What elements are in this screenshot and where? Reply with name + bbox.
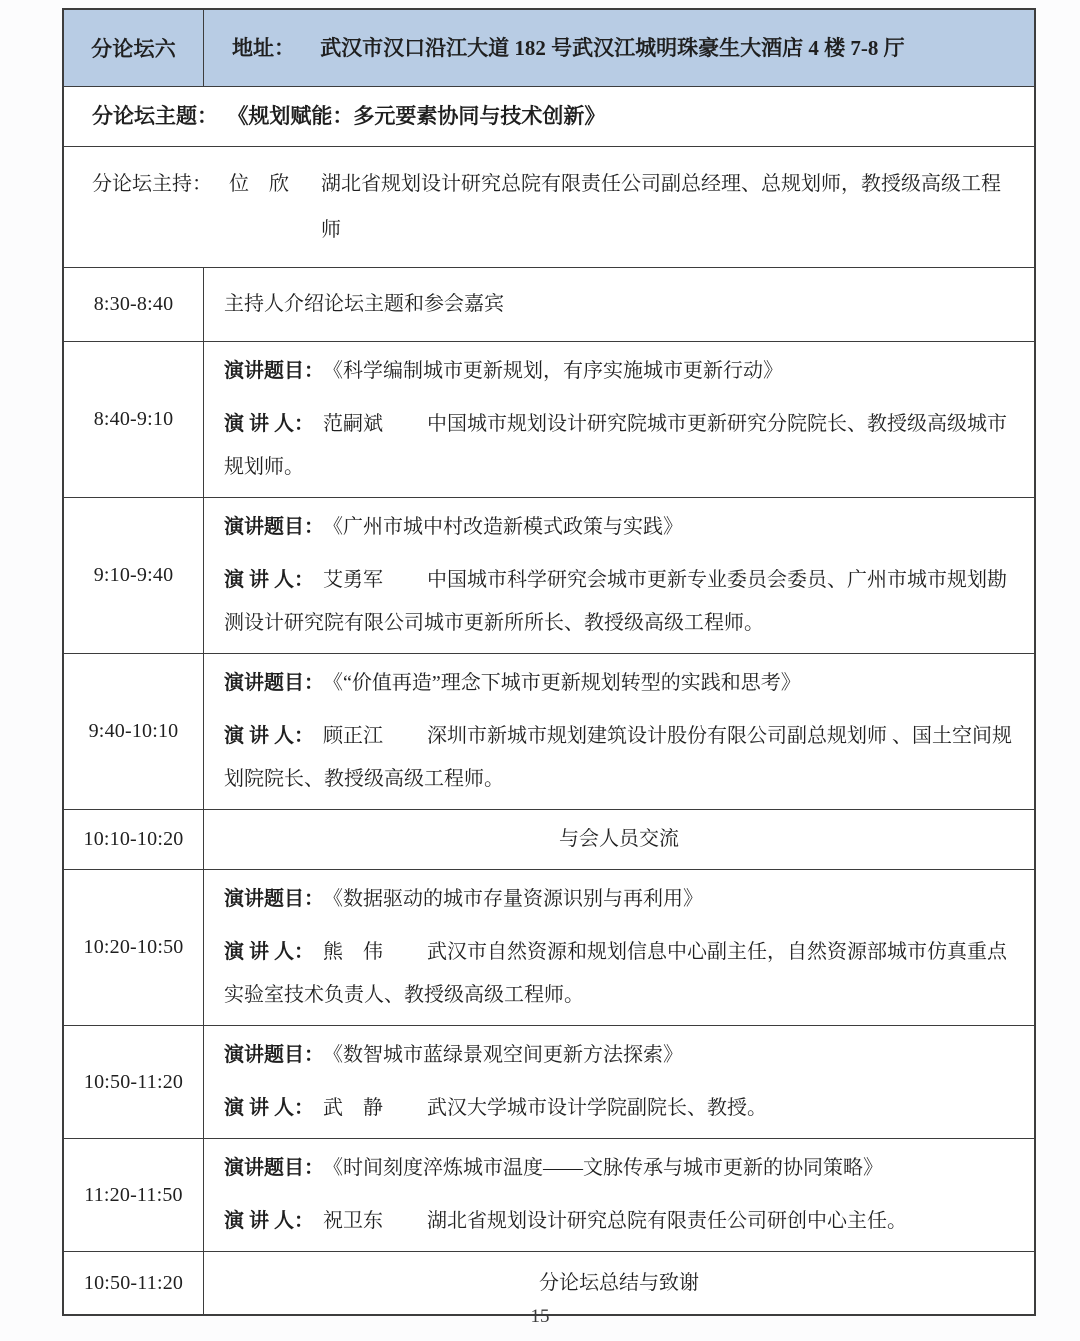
talk-title-label: 演讲题目： (224, 360, 324, 382)
theme-cell (64, 87, 1034, 146)
session-text: 与会人员交流 (559, 828, 679, 850)
speaker-line (224, 559, 1022, 645)
time-cell: 10:50-11:20 (64, 1026, 204, 1138)
speaker-line (224, 715, 1022, 801)
speaker-label: 演 讲 人： (224, 413, 314, 435)
talk-title-label: 演讲题目： (224, 1044, 324, 1066)
speaker-affiliation: 武汉市自然资源和规划信息中心副主任，自然资源部城市仿真重点实验室技术负责人、教授级高级工程师。 (224, 941, 1007, 1006)
talk-title-label: 演讲题目： (224, 516, 324, 538)
talk-title-line (224, 350, 1022, 393)
theme-row (64, 86, 1034, 146)
speaker-label: 演 讲 人： (224, 941, 314, 963)
page-number: 15 (530, 1306, 550, 1327)
talk-title-line (224, 1147, 1022, 1190)
talk-title: 《数据驱动的城市存量资源识别与再利用》 (333, 888, 703, 910)
talk-title-line (224, 878, 1022, 921)
speaker-line (224, 1087, 1022, 1130)
talk-title-line (224, 506, 1022, 549)
speaker-name: 艾勇军 (323, 569, 383, 591)
speaker-name: 熊 伟 (323, 941, 383, 963)
time-cell: 10:50-11:20 (64, 1252, 204, 1314)
schedule-row (64, 1251, 1034, 1314)
session-text: 主持人介绍论坛主题和参会嘉宾 (224, 293, 504, 315)
talk-title-label: 演讲题目： (224, 1157, 324, 1179)
speaker-label: 演 讲 人： (224, 1210, 314, 1232)
speaker-line (224, 403, 1022, 489)
speaker-affiliation: 中国城市规划设计研究院城市更新研究分院院长、教授级高级城市规划师。 (224, 413, 1007, 478)
session-content-cell (204, 342, 1034, 497)
time-cell: 8:40-9:10 (64, 342, 204, 497)
talk-title: 《数智城市蓝绿景观空间更新方法探索》 (333, 1044, 683, 1066)
address-cell (204, 10, 1034, 86)
speaker-name: 范嗣斌 (323, 413, 383, 435)
session-content-cell (204, 1252, 1034, 1314)
speaker-label: 演 讲 人： (224, 1097, 314, 1119)
time-cell: 9:10-9:40 (64, 498, 204, 653)
host-label: 分论坛主持： (92, 173, 212, 195)
address-label: 地址： (232, 35, 295, 60)
schedule-row (64, 809, 1034, 869)
time-cell: 8:30-8:40 (64, 268, 204, 341)
talk-title-label: 演讲题目： (224, 672, 324, 694)
time-cell: 11:20-11:50 (64, 1139, 204, 1251)
speaker-name: 武 静 (323, 1097, 383, 1119)
speaker-label: 演 讲 人： (224, 569, 314, 591)
schedule-row (64, 497, 1034, 653)
talk-title-line (224, 662, 1022, 705)
speaker-label: 演 讲 人： (224, 725, 314, 747)
session-content-cell (204, 1139, 1034, 1251)
session-content-cell (204, 810, 1034, 869)
session-content-cell (204, 654, 1034, 809)
speaker-affiliation: 湖北省规划设计研究总院有限责任公司研创中心主任。 (427, 1210, 907, 1232)
session-content-cell (204, 1026, 1034, 1138)
session-text: 分论坛总结与致谢 (539, 1271, 699, 1294)
time-cell: 9:40-10:10 (64, 654, 204, 809)
forum-number-cell: 分论坛六 (64, 10, 204, 86)
schedule-row (64, 341, 1034, 497)
speaker-name: 祝卫东 (323, 1210, 383, 1232)
forum-agenda-table (62, 8, 1036, 1316)
time-cell: 10:10-10:20 (64, 810, 204, 869)
speaker-line (224, 1200, 1022, 1243)
speaker-affiliation: 深圳市新城市规划建筑设计股份有限公司副总规划师 、国土空间规划院院长、教授级高级工程师。 (224, 725, 1012, 790)
host-name: 位 欣 (229, 173, 289, 195)
host-row (64, 146, 1034, 267)
session-content-cell (204, 268, 1034, 341)
speaker-line (224, 931, 1022, 1017)
session-content-cell (204, 498, 1034, 653)
speaker-affiliation: 中国城市科学研究会城市更新专业委员会委员、广州市城市规划勘测设计研究院有限公司城市更新所所长、教授级高级工程师。 (224, 569, 1007, 634)
talk-title-line (224, 1034, 1022, 1077)
theme-label: 分论坛主题： (92, 104, 218, 129)
talk-title: 《“价值再造”理念下城市更新规划转型的实践和思考》 (333, 672, 801, 694)
time-cell: 10:20-10:50 (64, 870, 204, 1025)
speaker-name: 顾正江 (323, 725, 383, 747)
schedule-row (64, 653, 1034, 809)
schedule-row (64, 267, 1034, 341)
schedule-row (64, 869, 1034, 1025)
talk-title: 《时间刻度淬炼城市温度——文脉传承与城市更新的协同策略》 (333, 1157, 883, 1179)
host-affiliation: 湖北省规划设计研究总院有限责任公司副总经理、总规划师，教授级高级工程师 (321, 173, 1001, 241)
talk-title: 《广州市城中村改造新模式政策与实践》 (333, 516, 683, 538)
speaker-affiliation: 武汉大学城市设计学院副院长、教授。 (427, 1097, 767, 1119)
host-cell (64, 147, 1034, 267)
address-value: 武汉市汉口沿江大道 182 号武汉江城明珠豪生大酒店 4 楼 7-8 厅 (320, 35, 905, 60)
session-content-cell (204, 870, 1034, 1025)
schedule-row (64, 1025, 1034, 1138)
talk-title: 《科学编制城市更新规划，有序实施城市更新行动》 (333, 360, 783, 382)
talk-title-label: 演讲题目： (224, 888, 324, 910)
theme-value: 《规划赋能：多元要素协同与技术创新》 (227, 104, 606, 129)
table-header-row (64, 10, 1034, 86)
schedule-row (64, 1138, 1034, 1251)
